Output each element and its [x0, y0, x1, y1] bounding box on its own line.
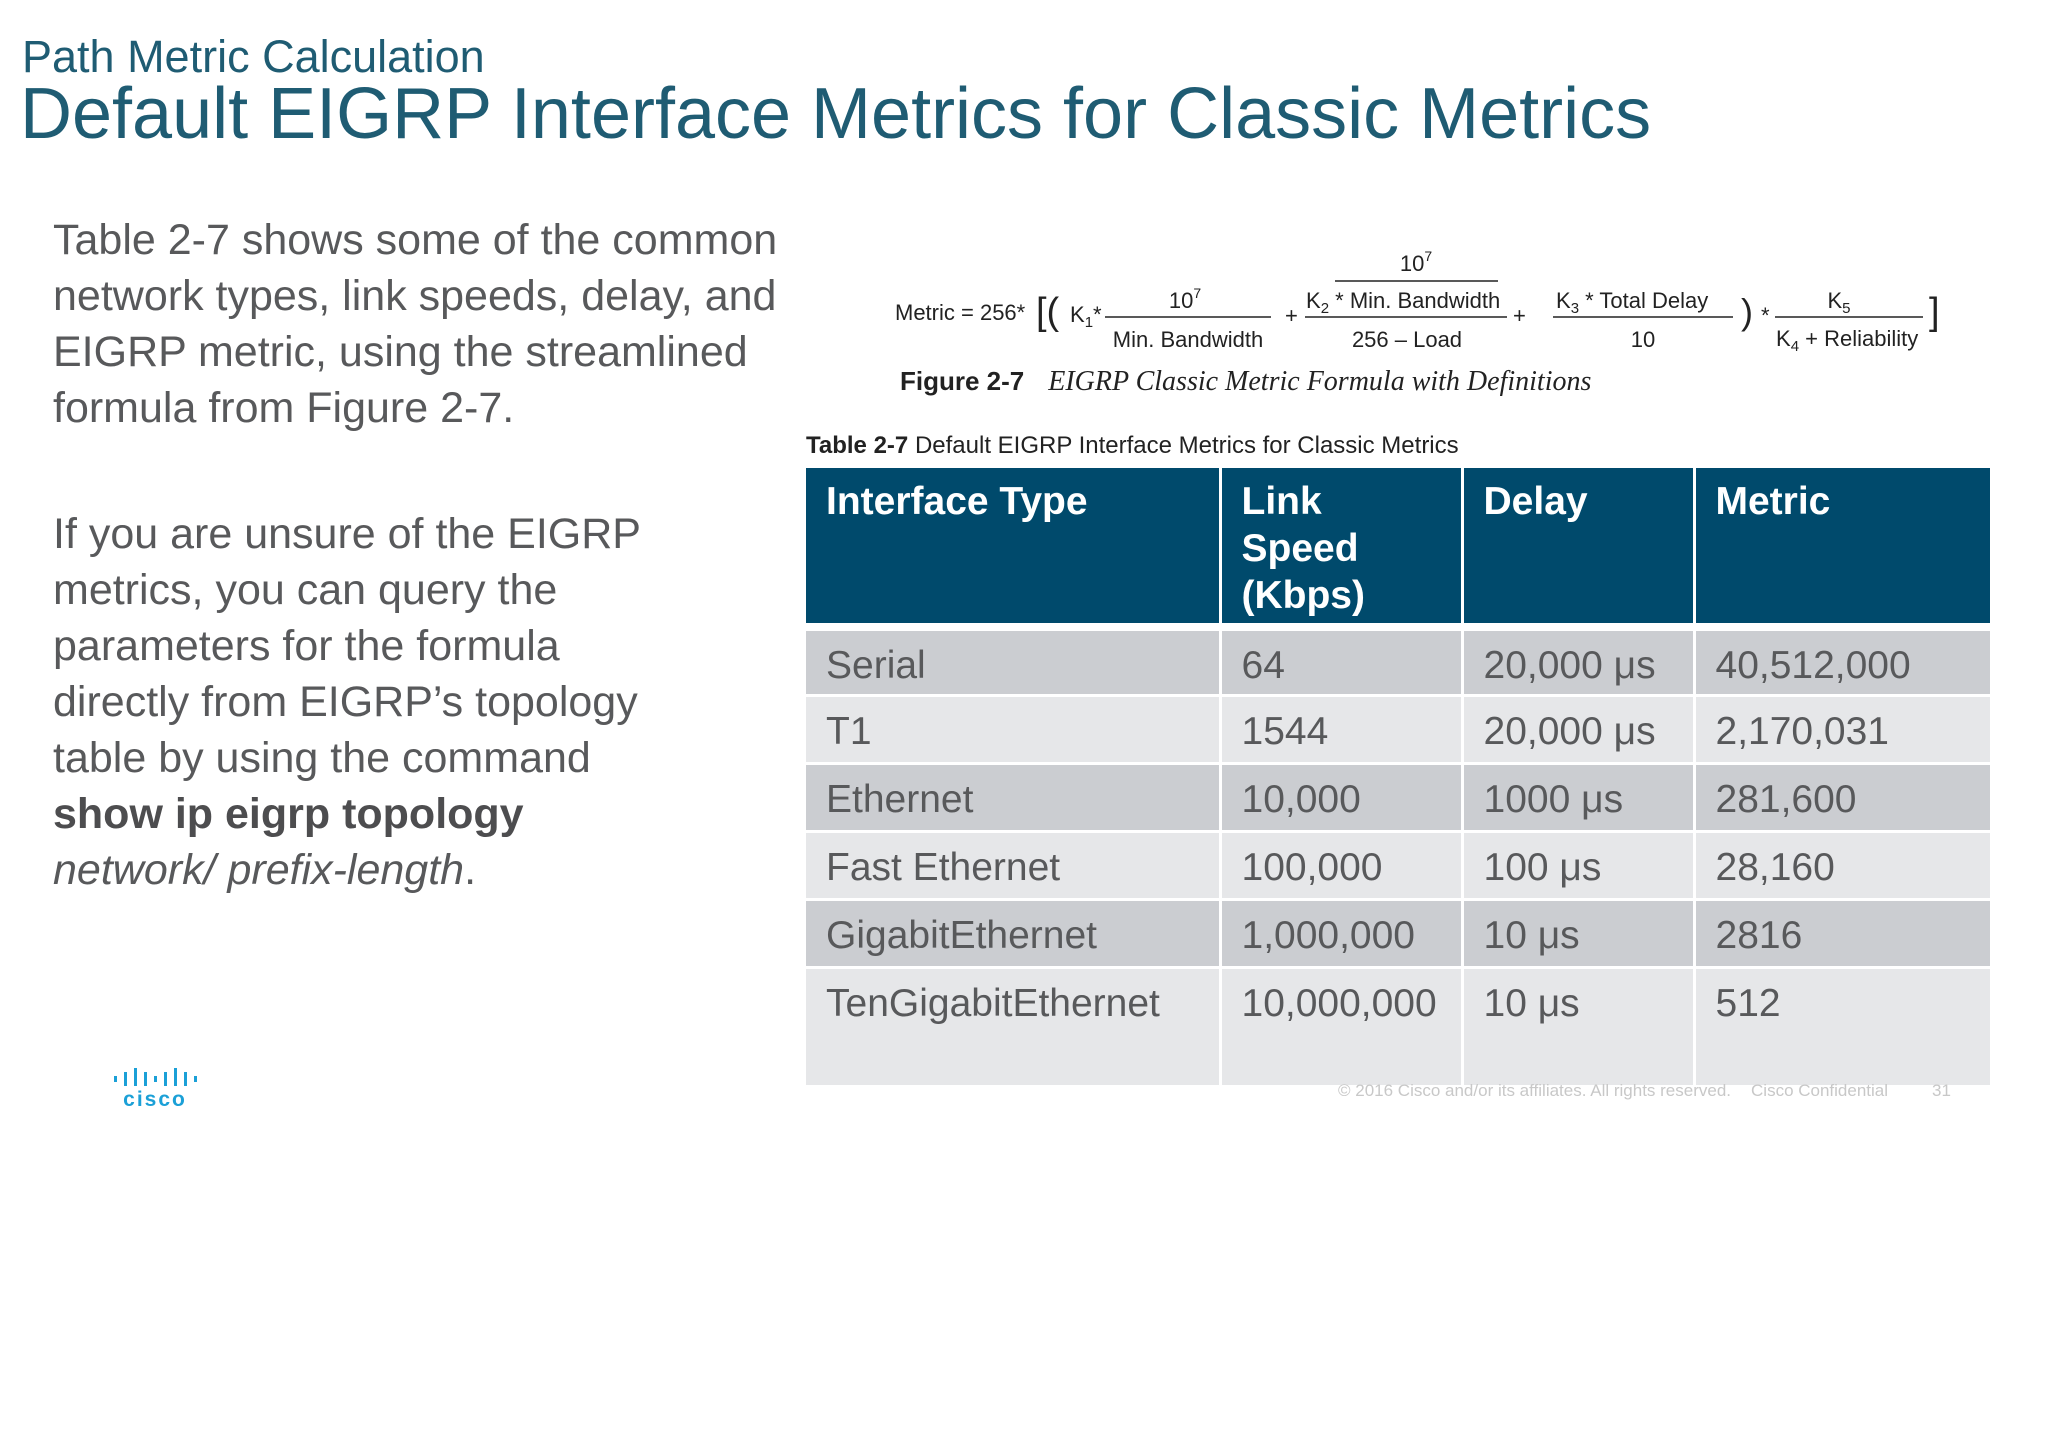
paren-close: ) — [1741, 291, 1753, 332]
t2-top-ten: 10 — [1399, 251, 1425, 276]
k2-rest: * Min. Bandwidth — [1329, 288, 1501, 313]
t2-den: 256 – Load — [1351, 327, 1463, 352]
table-row — [806, 967, 1990, 1085]
svg-text:107 — [1400, 248, 1432, 276]
formula-lhs: Metric = 256* — [895, 300, 1026, 325]
k2-sub: 2 — [1320, 300, 1330, 317]
slide-title: Default EIGRP Interface Metrics for Classic Metrics — [20, 74, 1652, 154]
k3-rest: * Total Delay — [1579, 288, 1709, 313]
cell-interface-type: Serial — [806, 627, 1220, 695]
cell-link-speed: 1544 — [1220, 695, 1462, 763]
k5-sub: 5 — [1842, 300, 1851, 317]
header-metric: Metric — [1694, 468, 1990, 627]
cell-link-speed: 64 — [1220, 627, 1462, 695]
table-caption — [806, 432, 1459, 460]
table-number: Table 2-7 — [806, 432, 909, 459]
table-row — [806, 831, 1990, 899]
k2-letter: K — [1306, 288, 1321, 313]
page-number: 31 — [1932, 1081, 1951, 1100]
cell-delay: 20,000 μs — [1462, 695, 1694, 763]
command-paragraph-text: If you are unsure of the EIGRP metrics, you can query the parameters for the formula directly from EIGRP’s topology table by using the command — [53, 510, 641, 782]
times-star: * — [1761, 303, 1770, 328]
cell-metric: 2,170,031 — [1694, 695, 1990, 763]
k3-sub: 3 — [1570, 300, 1580, 317]
cisco-wordmark: cisco — [123, 1088, 187, 1111]
cell-delay: 100 μs — [1462, 831, 1694, 899]
k5-letter: K — [1827, 288, 1843, 313]
svg-text:K2 * Min. Bandwidth — [1306, 288, 1500, 317]
cell-metric: 40,512,000 — [1694, 627, 1990, 695]
cell-delay: 10 μs — [1462, 967, 1694, 1085]
footer — [1338, 1081, 1951, 1101]
k3-letter: K — [1556, 288, 1571, 313]
command-text: show ip eigrp topology — [53, 790, 524, 838]
k1-letter: K — [1070, 302, 1085, 327]
cell-metric: 512 — [1694, 967, 1990, 1085]
figure-caption — [900, 366, 1591, 398]
figure-title: EIGRP Classic Metric Formula with Definitions — [1048, 366, 1592, 397]
t1-den: Min. Bandwidth — [1112, 327, 1264, 352]
command-period: . — [464, 846, 477, 894]
cell-metric: 28,160 — [1694, 831, 1990, 899]
k4-rest: + Reliability — [1799, 326, 1919, 351]
table-row — [806, 695, 1990, 763]
cell-interface-type: Fast Ethernet — [806, 831, 1220, 899]
table-row — [806, 627, 1990, 695]
cell-delay: 10 μs — [1462, 899, 1694, 967]
metrics-table — [806, 468, 1990, 1085]
t1-ten: 10 — [1168, 288, 1194, 313]
cell-delay: 20,000 μs — [1462, 627, 1694, 695]
k1-sub: 1 — [1084, 314, 1094, 331]
k4-sub: 4 — [1790, 338, 1800, 355]
plus-1: + — [1285, 303, 1298, 328]
table-caption-text: Default EIGRP Interface Metrics for Classic Metrics — [914, 432, 1459, 459]
command-args: network/ prefix-length — [53, 846, 465, 894]
copyright-text: © 2016 Cisco and/or its affiliates. All rights reserved. — [1338, 1081, 1732, 1100]
cell-interface-type: GigabitEthernet — [806, 899, 1220, 967]
cell-link-speed: 100,000 — [1220, 831, 1462, 899]
metric-formula — [895, 243, 1955, 363]
intro-paragraph: Table 2-7 shows some of the common network types, link speeds, delay, and EIGRP metric, using the streamlined formula from Figure 2-7. — [53, 216, 778, 432]
svg-text:K5 — [1827, 288, 1850, 317]
cell-interface-type: TenGigabitEthernet — [806, 967, 1220, 1085]
k4-letter: K — [1776, 326, 1791, 351]
k1-star: * — [1093, 302, 1102, 327]
plus-2: + — [1513, 303, 1526, 328]
t2-top-exp: 7 — [1424, 248, 1433, 264]
svg-text:107 — [1169, 285, 1201, 313]
table-header-row — [806, 468, 1990, 627]
cell-metric: 281,600 — [1694, 763, 1990, 831]
cell-delay: 1000 μs — [1462, 763, 1694, 831]
svg-text:K1* — [1070, 302, 1102, 331]
cell-metric: 2816 — [1694, 899, 1990, 967]
header-interface-type: Interface Type — [806, 468, 1220, 627]
cell-link-speed: 10,000 — [1220, 763, 1462, 831]
t3-den: 10 — [1630, 327, 1656, 352]
figure-number: Figure 2-7 — [900, 366, 1025, 396]
header-delay: Delay — [1462, 468, 1694, 627]
cisco-logo — [112, 1066, 198, 1116]
bracket-close: ] — [1929, 291, 1940, 333]
command-paragraph — [53, 506, 653, 898]
confidential-label: Cisco Confidential — [1751, 1081, 1889, 1100]
cell-interface-type: T1 — [806, 695, 1220, 763]
cell-link-speed: 1,000,000 — [1220, 899, 1462, 967]
cell-link-speed: 10,000,000 — [1220, 967, 1462, 1085]
svg-text:K3 * Total Delay — [1556, 288, 1708, 317]
table-row — [806, 763, 1990, 831]
svg-text:K4 + Reliability — [1776, 326, 1918, 355]
section-subtitle: Path Metric Calculation — [22, 31, 485, 82]
t1-exp: 7 — [1193, 285, 1202, 301]
header-link-speed: Link Speed (Kbps) — [1220, 468, 1462, 627]
table-row — [806, 899, 1990, 967]
cell-interface-type: Ethernet — [806, 763, 1220, 831]
cisco-bars-icon — [112, 1066, 198, 1086]
bracket-open: [( — [1036, 291, 1060, 333]
